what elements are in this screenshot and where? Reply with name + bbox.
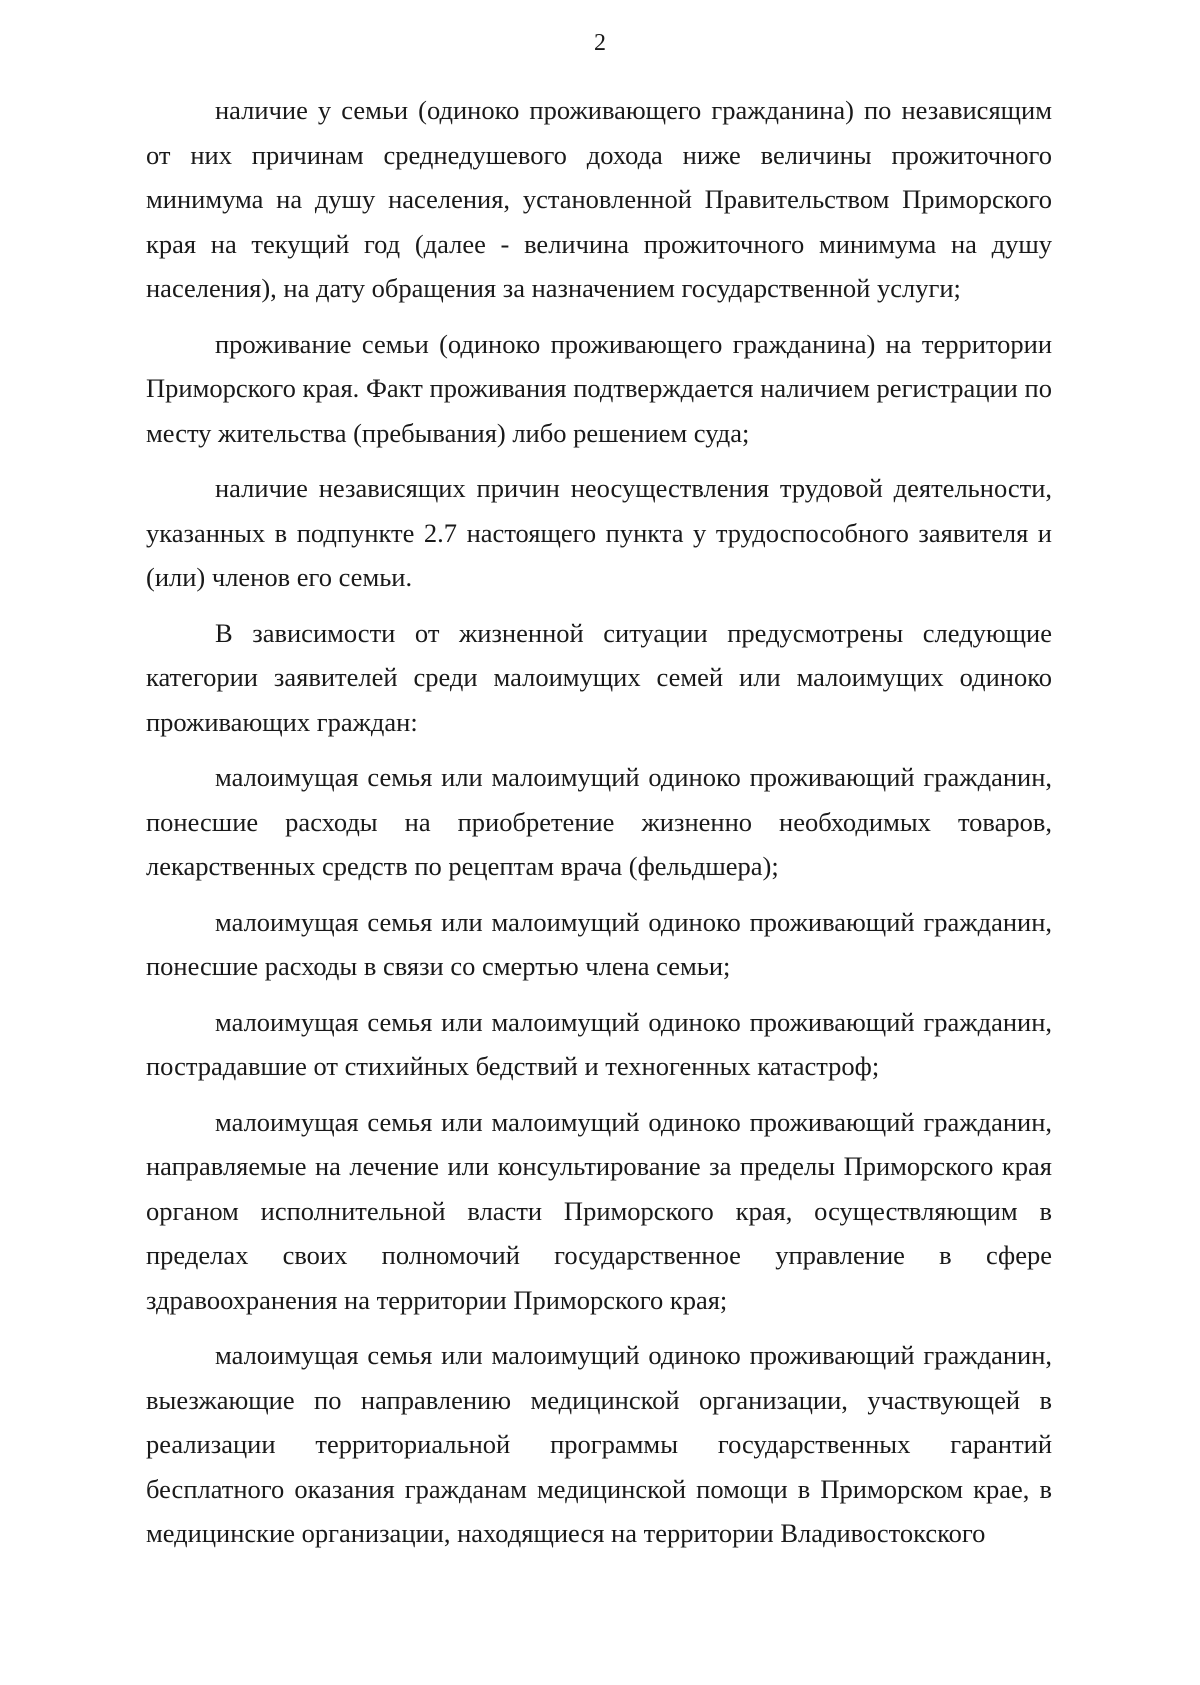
paragraph-category-disasters: малоимущая семья или малоимущий одиноко проживающий гражданин, пострадавшие от стихийных бедствий и техногенных катастроф; xyxy=(146,1006,1052,1081)
paragraph-applicant-categories-intro: В зависимости от жизненной ситуации предусмотрены следующие категории заявителей среди малоимущих семей или малоимущих одиноко проживающих граждан: xyxy=(146,617,1052,737)
document-body xyxy=(146,88,1052,1556)
paragraph-income-condition: наличие у семьи (одиноко проживающего гражданина) по независящим от них причинам среднедушевого дохода ниже величины прожиточного минимума на душу населения, установленной Правительством Приморского края на текущий год (далее - величина прожиточного минимума на душу населения), на дату обращения за назначением государственной услуги; xyxy=(146,95,1052,303)
paragraph-category-treatment-outside: малоимущая семья или малоимущий одиноко проживающий гражданин, направляемые на лечение или консультирование за пределы Приморского края органом исполнительной власти Приморского края, осуществляющим в пределах своих полномочий государственное управление в сфере здравоохранения на территории Приморского края; xyxy=(146,1106,1052,1315)
page-number: 2 xyxy=(594,30,606,56)
paragraph-category-death: малоимущая семья или малоимущий одиноко проживающий гражданин, понесшие расходы в связи со смертью члена семьи; xyxy=(146,906,1052,981)
paragraph-employment-condition: наличие независящих причин неосуществления трудовой деятельности, указанных в подпункте 2.7 настоящего пункта у трудоспособного заявителя и (или) членов его семьи. xyxy=(146,473,1052,592)
paragraph-category-medical-referral: малоимущая семья или малоимущий одиноко проживающий гражданин, выезжающие по направлению медицинской организации, участвующей в реализации территориальной программы государственных гарантий бесплатного оказания гражданам медицинской помощи в Приморском крае, в медицинские организации, находящиеся на территории Владивостокского xyxy=(146,1340,1052,1548)
paragraph-residence-condition: проживание семьи (одиноко проживающего гражданина) на территории Приморского края. Факт проживания подтверждается наличием регистрации по месту жительства (пребывания) либо решением суда; xyxy=(146,328,1052,448)
paragraph-category-medicines: малоимущая семья или малоимущий одиноко проживающий гражданин, понесшие расходы на приобретение жизненно необходимых товаров, лекарственных средств по рецептам врача (фельдшера); xyxy=(146,762,1052,881)
